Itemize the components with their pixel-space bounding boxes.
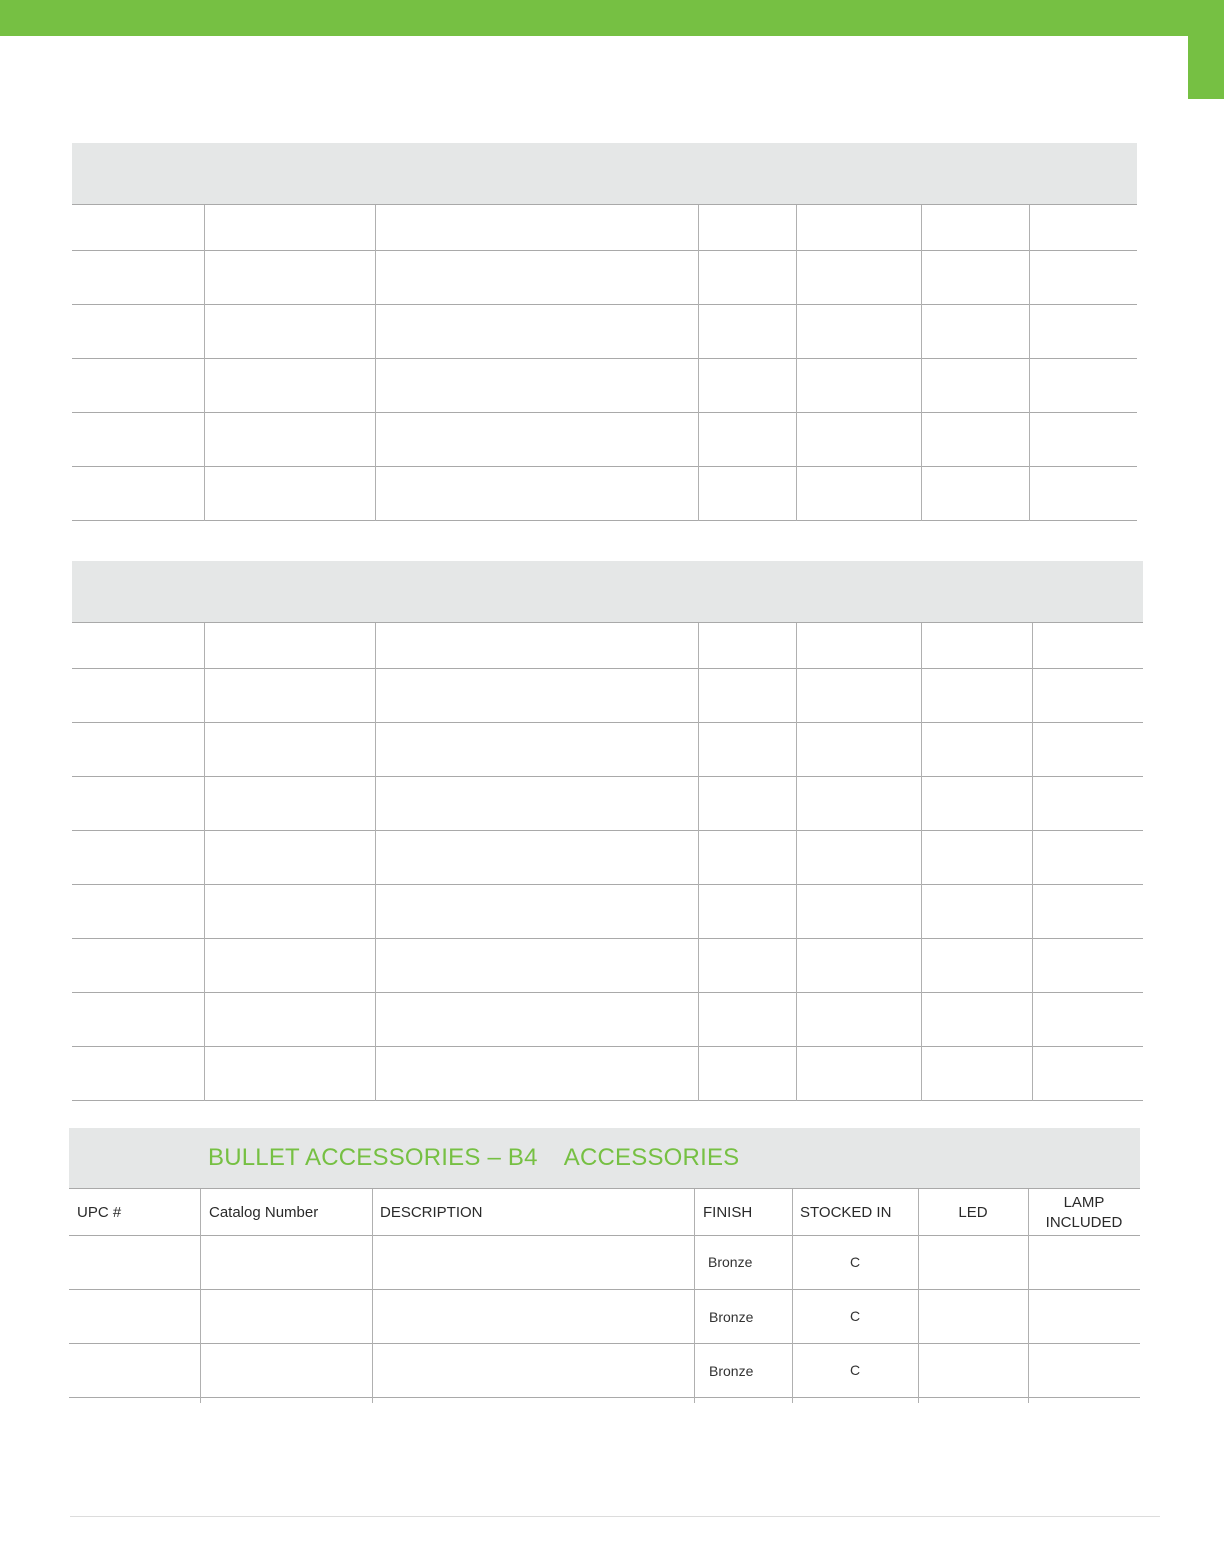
accessories-table [69, 1128, 1140, 1404]
row-3-stocked-in: C [849, 1362, 861, 1378]
row-1-finish: Bronze [708, 1254, 753, 1270]
accessories-title: BULLET ACCESSORIES – B4 ACCESSORIES [208, 1144, 740, 1171]
footer-rule [70, 1516, 1160, 1517]
col-header-finish: FINISH [703, 1204, 753, 1221]
side-section-tab [1188, 36, 1224, 99]
accessories-header-band [69, 1128, 1140, 1189]
product-table-1 [72, 143, 1137, 521]
row-1-stocked-in: C [849, 1254, 861, 1270]
col-header-catalog-number: Catalog Number [209, 1204, 319, 1221]
col-header-upc: UPC # [77, 1204, 122, 1221]
col-header-stocked-in: STOCKED IN [800, 1204, 892, 1221]
table-2-header-band [72, 561, 1143, 623]
col-header-description: DESCRIPTION [380, 1204, 483, 1221]
lamp-header-line-1: LAMP [1063, 1194, 1105, 1211]
table-1-header-band [72, 143, 1137, 205]
product-table-2 [72, 561, 1143, 1101]
col-header-led: LED [958, 1204, 988, 1221]
top-accent-bar [0, 0, 1224, 36]
row-3-finish: Bronze [709, 1363, 754, 1379]
row-2-finish: Bronze [709, 1309, 754, 1325]
row-2-stocked-in: C [849, 1308, 861, 1324]
col-header-lamp-included [1028, 1193, 1140, 1233]
lamp-header-line-2: INCLUDED [1045, 1214, 1123, 1231]
